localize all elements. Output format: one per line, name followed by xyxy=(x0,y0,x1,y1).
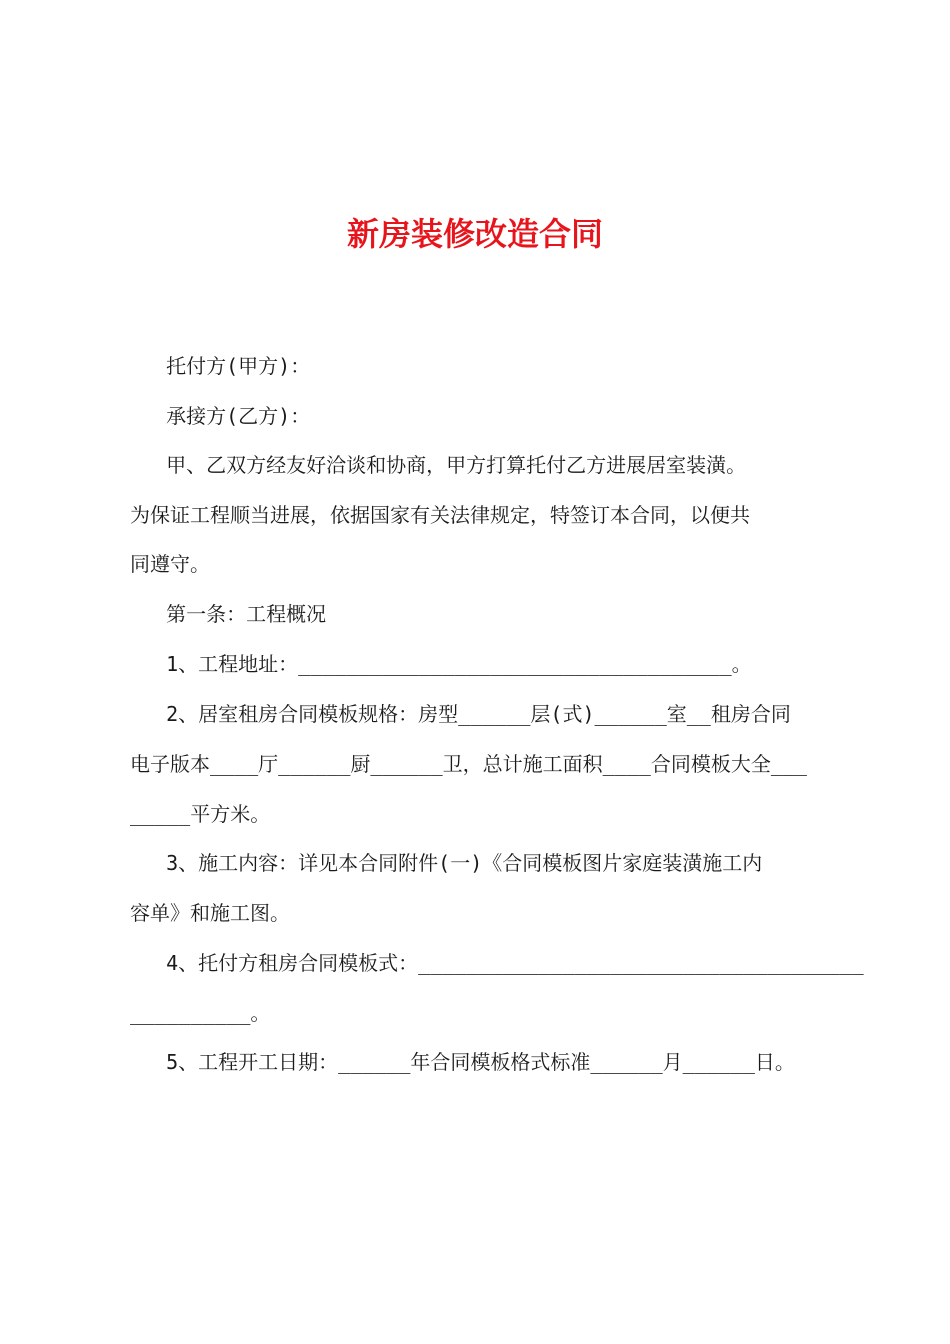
document-title: 新房装修改造合同 xyxy=(346,215,603,253)
preamble-line-1: 甲、乙双方经友好洽谈和协商，甲方打算托付乙方进展居室装潢。 xyxy=(130,453,747,477)
clause-5-start-date: 5、工程开工日期：______年合同模板格式标准______月______日。 xyxy=(130,1050,795,1074)
clause-3-line-1: 3、施工内容：详见本合同附件(一)《合同模板图片家庭装潢施工内 xyxy=(130,851,763,875)
party-a-line: 托付方(甲方)： xyxy=(130,354,311,378)
party-b-line: 承接方(乙方)： xyxy=(130,404,311,428)
clause-2-line-2: 电子版本____厅______厨______卫，总计施工面积____合同模板大全___ xyxy=(130,752,807,776)
article-one-heading: 第一条：工程概况 xyxy=(130,602,327,626)
clause-2-line-3: _____平方米。 xyxy=(130,802,271,826)
clause-2-line-1: 2、居室租房合同模板规格：房型______层(式)______室__租房合同 xyxy=(130,702,791,726)
clause-3-line-2: 容单》和施工图。 xyxy=(130,901,290,925)
clause-4-line-1: 4、托付方租房合同模板式：_____________________________________ xyxy=(130,951,864,975)
clause-1-address: 1、工程地址：____________________________________。 xyxy=(130,652,752,676)
preamble-line-3: 同遵守。 xyxy=(130,552,210,576)
clause-4-line-2: __________。 xyxy=(130,1001,271,1025)
preamble-line-2: 为保证工程顺当进展，依据国家有关法律规定，特签订本合同，以便共 xyxy=(130,503,750,527)
